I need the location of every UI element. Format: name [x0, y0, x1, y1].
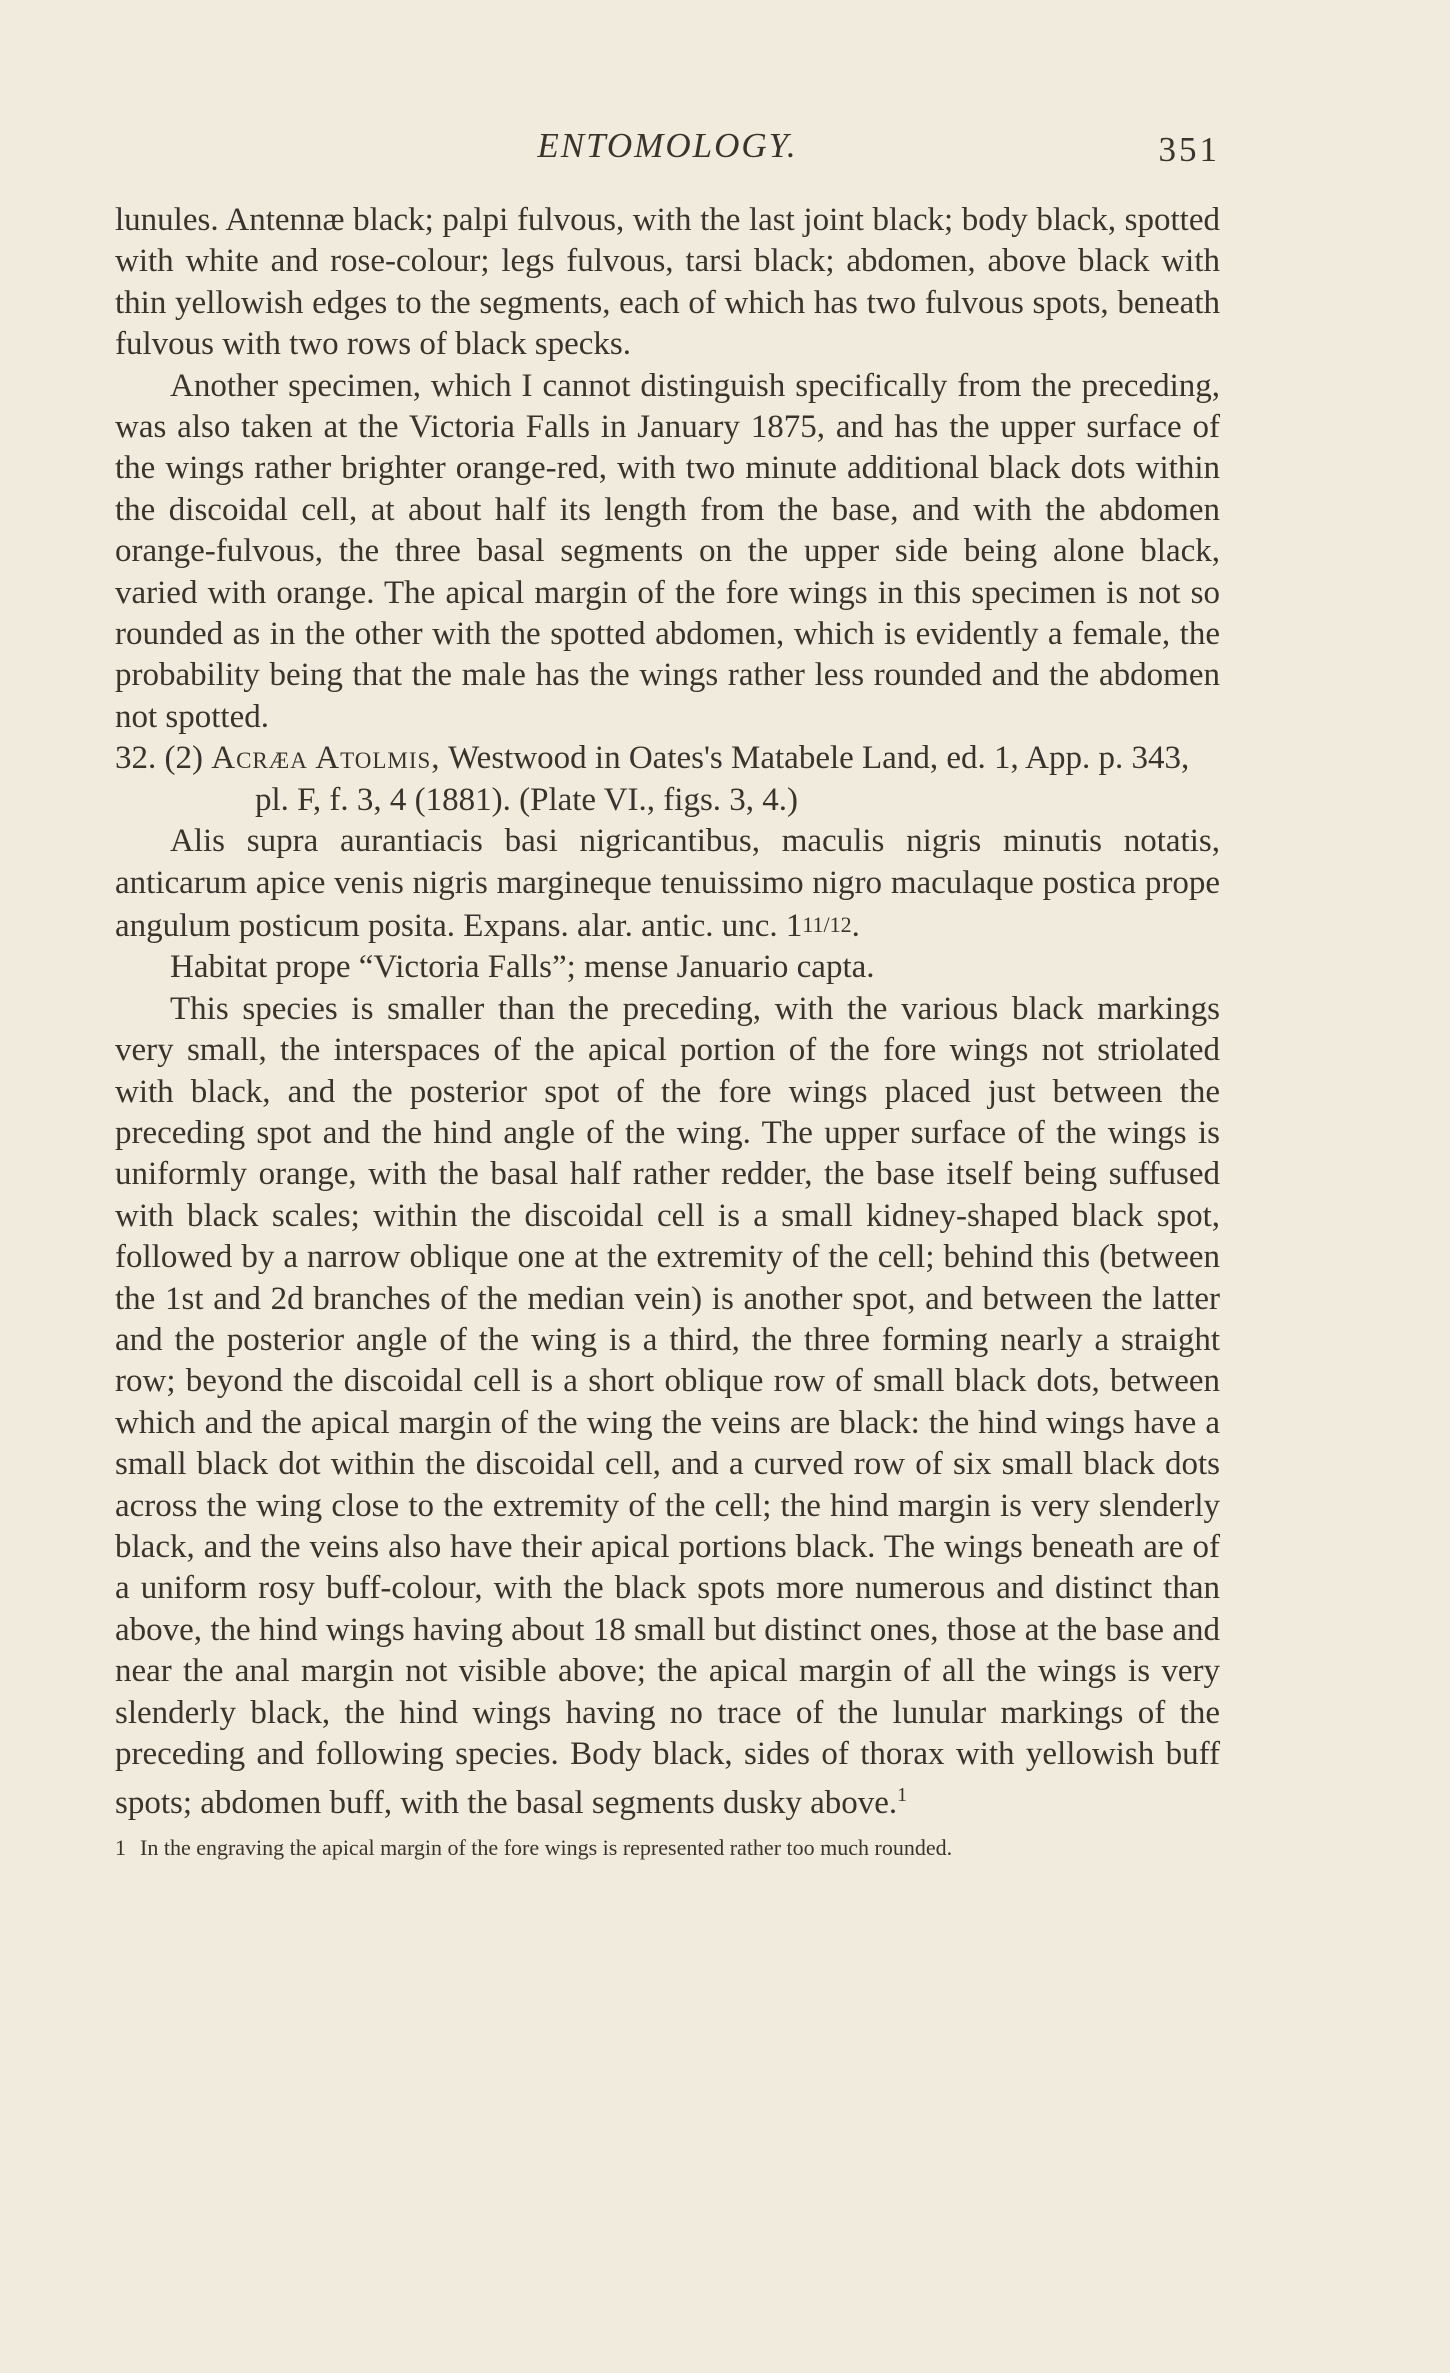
paragraph-continuation: lunules. Antennæ black; palpi fulvous, with the last joint black; body black, spotted with white and rose-colour; legs fulvous, tarsi black; abdomen, above black with thin yellowish edges to the segments, each of which has two fulvous spots, beneath fulvous with two rows of black specks. [115, 202, 1220, 363]
footnote-number: 1 [115, 1834, 126, 1860]
species-description [115, 989, 1220, 1825]
footnote-reference: 1 [897, 1784, 908, 1807]
latin-habitat: Habitat prope “Victoria Falls”; mense Januario capta. [170, 949, 875, 986]
footnote-text: In the engraving the apical margin of the fore wings is represented rather too much rounded. [140, 1834, 953, 1860]
expanse-end: . [851, 907, 860, 944]
expanse-fraction: 11/12 [802, 911, 852, 937]
latin-description-text: Alis supra aurantiacis basi nigricantibus, maculis nigris minutis notatis, anticarum apice venis nigris margineque tenuissimo nigro maculaque postica prope angulum posticum posita. Expans. alar. antic. unc. 1 [115, 823, 1220, 944]
species-description-text: This species is smaller than the preceding, with the various black markings very small, the interspaces of the apical portion of the fore wings not striolated with black, and the posterior spot of the fore wings placed just between the preceding spot and the hind angle of the wing. The upper surface of the wings is uniformly orange, with the basal half rather redder, the base itself being suffused with black scales; within the discoidal cell is a small kidney-shaped black spot, followed by a narrow oblique one at the extremity of the cell; behind this (between the 1st and 2d branches of the median vein) is another spot, and between the latter and the posterior angle of the wing is a third, the three forming nearly a straight row; beyond the discoidal cell is a short oblique row of small black dots, between which and the apical margin of the wing the veins are black: the hind wings have a small black dot within the discoidal cell, and a curved row of six small black dots across the wing close to the extremity of the cell; the hind margin is very slenderly black, and the veins also have their apical portions black. The wings beneath are of a uniform rosy buff-colour, with the black spots more numerous and distinct than above, the hind wings having about 18 small but distinct ones, those at the base and near the anal margin not visible above; the apical margin of all the wings is very slenderly black, the hind wings having no trace of the lunular markings of the preceding and following species. Body black, sides of thorax with yellowish buff spots; abdomen buff, with the basal segments dusky above. [115, 990, 1220, 1822]
running-head [115, 118, 1220, 178]
page-number: 351 [1158, 130, 1220, 169]
footnote [115, 1831, 1220, 1865]
species-citation: Westwood in Oates's Matabele Land, ed. 1, App. p. 343, pl. F, f. 3, 4 (1881). (Plate VI., figs. 3, 4.) [255, 740, 1190, 818]
page-body [115, 200, 1220, 1865]
running-title: ENTOMOLOGY. [537, 126, 798, 165]
latin-description [115, 821, 1220, 947]
entry-number: 32. (2) [115, 740, 203, 777]
species-name: Acræa Atolmis, [211, 740, 441, 777]
paragraph-another-specimen: Another specimen, which I cannot distinguish specifically from the preceding, was also taken at the Victoria Falls in January 1875, and has the upper surface of the wings rather brighter orange-red, with two minute additional black dots within the discoidal cell, at about half its length from the base, and with the abdomen orange-fulvous, the three basal segments on the upper side being alone black, varied with orange. The apical margin of the fore wings in this specimen is not so rounded as in the other with the spotted abdomen, which is evidently a female, the probability being that the male has the wings rather less rounded and the abdomen not spotted. [115, 367, 1220, 735]
species-entry-heading [115, 738, 1220, 821]
book-page [115, 118, 1220, 1865]
